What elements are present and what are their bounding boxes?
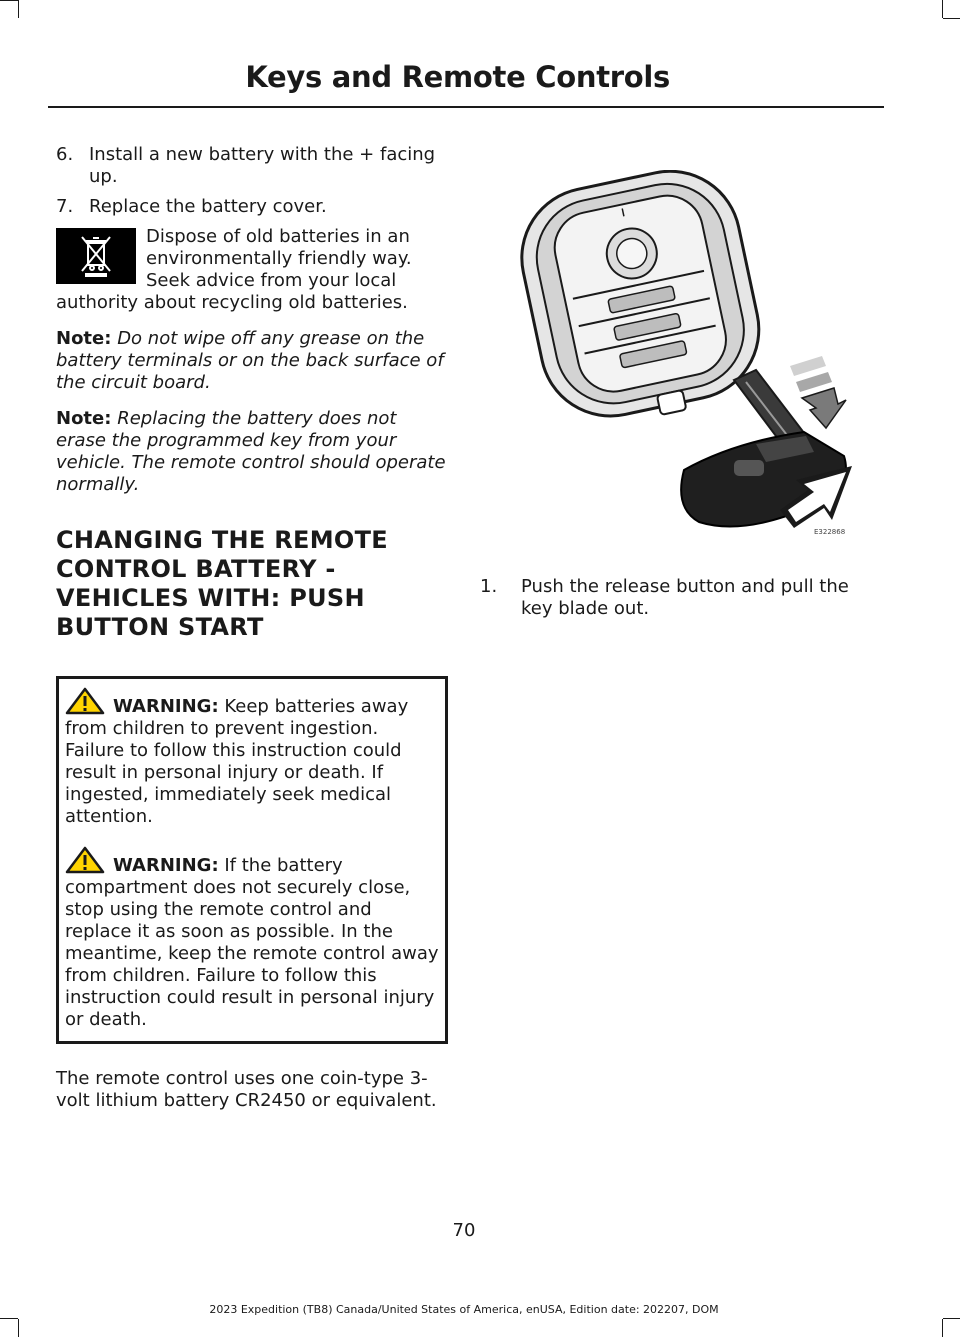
note (56, 408, 448, 496)
step-item (56, 196, 448, 218)
warning-box (56, 676, 448, 1044)
warning-icon (65, 687, 105, 715)
note (56, 328, 448, 394)
page-footer: 2023 Expedition (TB8) Canada/United States of America, enUSA, Edition date: 202207, DOM (209, 1303, 719, 1316)
section-heading-line: BUTTON START (56, 613, 264, 641)
page-number: 70 (452, 1220, 476, 1241)
warning-label: WARNING: (113, 696, 219, 717)
left-column (56, 144, 448, 1112)
crop-mark (18, 1319, 19, 1337)
warning-text: Keep batteries away from children to prevent ingestion. Failure to follow this instruction could result in personal injury or death. If ingested, immediately seek medical attention. (65, 696, 409, 827)
step-item (480, 576, 872, 620)
right-column (480, 576, 872, 628)
header-divider (48, 106, 884, 108)
recycle-text: Dispose of old batteries in an environmentally friendly way. Seek advice from your local authority about recycling old batteries. (56, 226, 412, 313)
step-text: Push the release button and pull the key blade out. (521, 576, 849, 619)
warning-label: WARNING: (113, 855, 219, 876)
crop-mark (943, 18, 960, 19)
crop-mark (18, 0, 19, 18)
crop-mark (0, 0, 18, 1)
step-number: 7. (56, 196, 74, 217)
note-label: Note: (56, 408, 112, 429)
crossed-out-bin-icon (56, 228, 136, 284)
crop-mark (942, 0, 943, 18)
step-text: Replace the battery cover. (89, 196, 327, 217)
note-text: Replacing the battery does not erase the programmed key from your vehicle. The remote control should operate normally. (56, 408, 446, 495)
battery-type-text: The remote control uses one coin-type 3-volt lithium battery CR2450 or equivalent. (56, 1068, 437, 1111)
step-number: 6. (56, 144, 74, 165)
warning-text: If the battery compartment does not securely close, stop using the remote control and replace it as soon as possible. In the meantime, keep the remote control away from children. Failure to follow this instruction could result in personal injury or death. (65, 855, 439, 1030)
section-heading (56, 526, 448, 642)
crop-mark (943, 1318, 960, 1319)
warning-icon (65, 846, 105, 874)
note-label: Note: (56, 328, 112, 349)
crop-mark (942, 1319, 943, 1337)
crop-mark (0, 1318, 18, 1319)
note-text: Do not wipe off any grease on the battery terminals or on the back surface of the circuit board. (56, 328, 444, 393)
step-item (56, 144, 448, 188)
figure-code: E322868 (814, 528, 846, 536)
key-fob-illustration (494, 170, 864, 542)
recycle-notice (56, 226, 448, 314)
warning-paragraph (65, 687, 439, 828)
section-heading-line: CONTROL BATTERY - (56, 555, 336, 583)
section-heading-line: CHANGING THE REMOTE (56, 526, 388, 554)
warning-paragraph (65, 846, 439, 1031)
step-text: Install a new battery with the + facing up. (89, 144, 436, 187)
section-heading-line: VEHICLES WITH: PUSH (56, 584, 365, 612)
page-header-title: Keys and Remote Controls (245, 60, 670, 94)
step-number: 1. (480, 576, 498, 597)
